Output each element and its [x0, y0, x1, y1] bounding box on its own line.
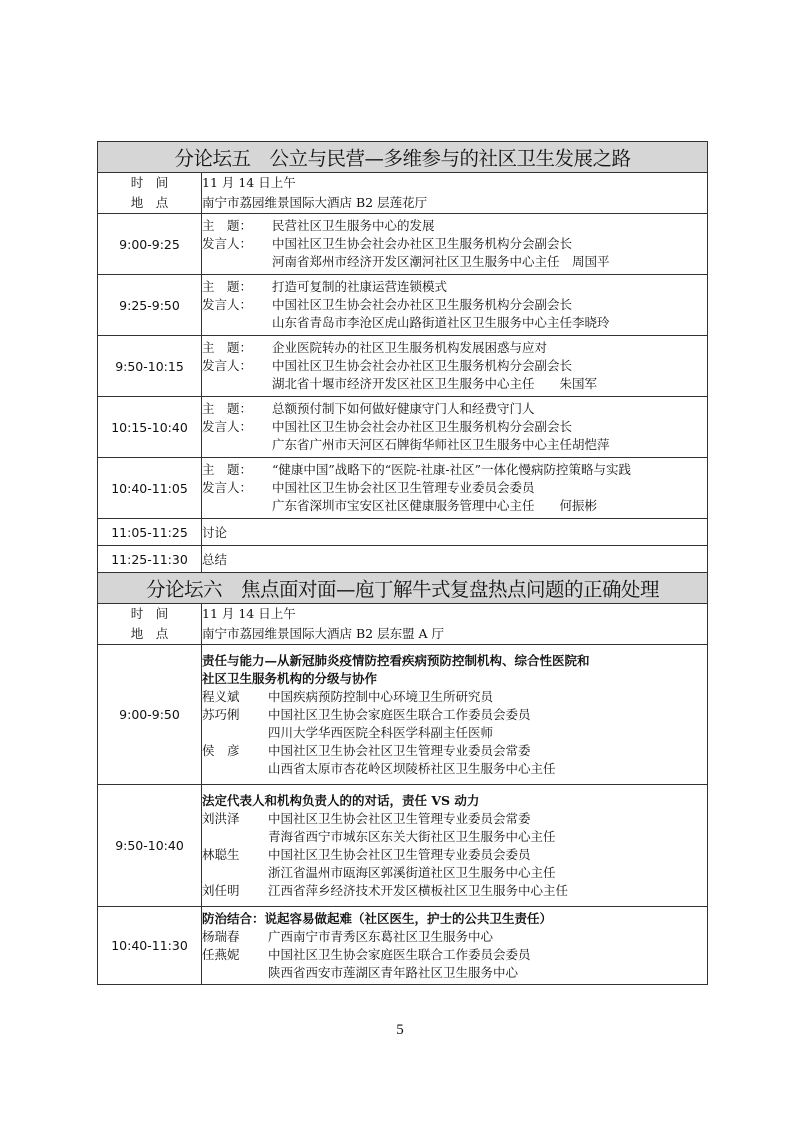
forum6-time: 11 月 14 日上午	[202, 606, 296, 621]
topic-label: 主 题：	[202, 218, 253, 233]
speaker-label: 发言人：	[202, 358, 253, 373]
forum5-place: 南宁市荔园维景国际大酒店 B2 层莲花厅	[202, 195, 428, 210]
speaker-line: 中国社区卫生协会社会办社区卫生服务机构分会副会长	[272, 297, 573, 312]
session-time: 9:00-9:50	[98, 645, 202, 785]
speaker-line: 浙江省温州市瓯海区郭溪街道社区卫生服务中心主任	[268, 864, 556, 880]
speaker-line: 陕西省西安市莲湖区青年路社区卫生服务中心	[268, 964, 519, 980]
speaker-line: 广东省广州市天河区石牌街华师社区卫生服务中心主任胡恺萍	[272, 437, 610, 452]
topic-label: 主 题：	[202, 462, 253, 477]
program-document	[97, 141, 707, 985]
session-topic: “健康中国”战略下的“医院-社康-社区”一体化慢病防控策略与实践	[272, 462, 632, 477]
session-topic: 防治结合：说起容易做起难（社区医生，护士的公共卫生责任）	[202, 910, 553, 926]
page-number: 5	[396, 1022, 404, 1038]
session-topic: 民营社区卫生服务中心的发展	[272, 218, 435, 233]
speaker-name: 刘任明	[202, 882, 240, 898]
speaker-line: 四川大学华西医院全科医学科副主任医师	[268, 724, 494, 740]
speaker-name: 刘洪泽	[202, 810, 240, 826]
session-detail	[202, 907, 708, 985]
forum5-title: 分论坛五 公立与民营—多维参与的社区卫生发展之路	[98, 142, 708, 173]
speaker-line: 中国社区卫生协会社区卫生管理专业委员会委员	[268, 846, 531, 862]
speaker-line: 中国社区卫生协会社区卫生管理专业委员会常委	[268, 742, 531, 758]
session-topic: 企业医院转办的社区卫生服务机构发展困惑与应对	[272, 340, 548, 355]
summary-label: 总结	[202, 546, 708, 573]
session-detail	[202, 458, 708, 519]
time-label: 时 间	[130, 175, 169, 190]
topic-label: 主 题：	[202, 401, 253, 416]
session-time: 9:00-9:25	[98, 214, 202, 275]
topic-label: 主 题：	[202, 279, 253, 294]
forum6-place: 南宁市荔园维景国际大酒店 B2 层东盟 A 厅	[202, 626, 445, 641]
speaker-name: 苏巧俐	[202, 706, 240, 722]
program-table	[97, 141, 708, 985]
speaker-name: 林聪生	[202, 846, 240, 862]
speaker-line: 湖北省十堰市经济开发区社区卫生服务中心主任 朱国军	[272, 376, 598, 391]
speaker-line: 广西南宁市青秀区东葛社区卫生服务中心	[268, 928, 494, 944]
speaker-line: 山东省青岛市李沧区虎山路街道社区卫生服务中心主任李晓玲	[272, 315, 610, 330]
speaker-label: 发言人：	[202, 419, 253, 434]
speaker-line: 中国疾病预防控制中心环境卫生所研究员	[268, 688, 494, 704]
session-detail	[202, 275, 708, 336]
speaker-label: 发言人：	[202, 297, 253, 312]
forum6-time-place	[202, 604, 708, 645]
session-detail	[202, 397, 708, 458]
session-detail	[202, 645, 708, 785]
speaker-line: 中国社区卫生协会社区卫生管理专业委员会常委	[268, 810, 531, 826]
speaker-line: 青海省西宁市城东区东关大街社区卫生服务中心主任	[268, 828, 556, 844]
session-time: 9:25-9:50	[98, 275, 202, 336]
session-time: 10:15-10:40	[98, 397, 202, 458]
speaker-line: 河南省郑州市经济开发区潮河社区卫生服务中心主任 周国平	[272, 254, 610, 269]
forum6-time-place-labels	[98, 604, 202, 645]
speaker-line: 山西省太原市杏花岭区坝陵桥社区卫生服务中心主任	[268, 760, 556, 776]
speaker-line: 江西省萍乡经济技术开发区横板社区卫生服务中心主任	[268, 882, 569, 898]
place-label: 地 点	[130, 626, 169, 641]
forum5-time-place	[202, 173, 708, 214]
speaker-name: 杨瑞春	[202, 928, 240, 944]
speaker-label: 发言人：	[202, 480, 253, 495]
forum5-time: 11 月 14 日上午	[202, 175, 296, 190]
session-time: 9:50-10:15	[98, 336, 202, 397]
forum5-time-place-labels	[98, 173, 202, 214]
speaker-line: 中国社区卫生协会家庭医生联合工作委员会委员	[268, 946, 531, 962]
speaker-line: 中国社区卫生协会社会办社区卫生服务机构分会副会长	[272, 419, 573, 434]
speaker-line: 广东省深圳市宝安区社区健康服务管理中心主任 何振彬	[272, 498, 598, 513]
forum6-title: 分论坛六 焦点面对面—庖丁解牛式复盘热点问题的正确处理	[98, 573, 708, 604]
speaker-line: 中国社区卫生协会社会办社区卫生服务机构分会副会长	[272, 236, 573, 251]
speaker-label: 发言人：	[202, 236, 253, 251]
summary-time: 11:25-11:30	[98, 546, 202, 573]
speaker-line: 中国社区卫生协会家庭医生联合工作委员会委员	[268, 706, 531, 722]
session-topic: 社区卫生服务机构的分级与协作	[202, 670, 378, 686]
session-detail	[202, 336, 708, 397]
place-label: 地 点	[130, 195, 169, 210]
session-time: 10:40-11:30	[98, 907, 202, 985]
session-topic: 打造可复制的社康运营连锁模式	[272, 279, 448, 294]
session-detail	[202, 785, 708, 907]
speaker-line: 中国社区卫生协会社区卫生管理专业委员会委员	[272, 480, 535, 495]
session-time: 10:40-11:05	[98, 458, 202, 519]
session-topic: 法定代表人和机构负责人的的对话，责任 VS 动力	[202, 792, 480, 808]
session-detail	[202, 214, 708, 275]
speaker-name: 任燕妮	[202, 946, 240, 962]
discussion-label: 讨论	[202, 519, 708, 546]
speaker-name: 侯 彦	[202, 742, 240, 758]
session-time: 9:50-10:40	[98, 785, 202, 907]
speaker-name: 程义斌	[202, 688, 240, 704]
session-topic: 总额预付制下如何做好健康守门人和经费守门人	[272, 401, 535, 416]
speaker-line: 中国社区卫生协会社会办社区卫生服务机构分会副会长	[272, 358, 573, 373]
topic-label: 主 题：	[202, 340, 253, 355]
discussion-time: 11:05-11:25	[98, 519, 202, 546]
time-label: 时 间	[130, 606, 169, 621]
session-topic: 责任与能力—从新冠肺炎疫情防控看疾病预防控制机构、综合性医院和	[202, 652, 590, 668]
